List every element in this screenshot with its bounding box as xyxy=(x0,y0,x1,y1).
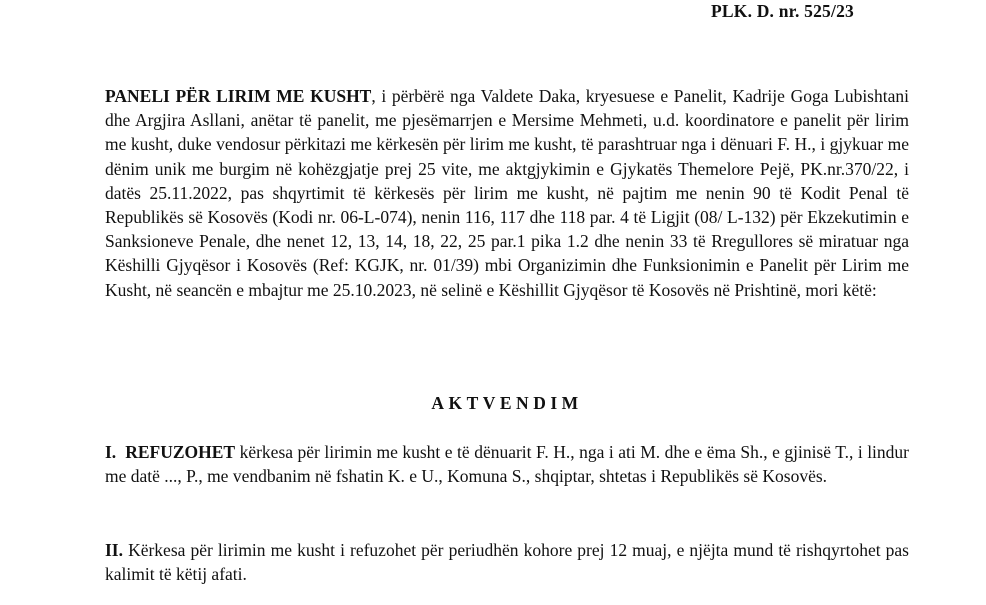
decision-item-1-number: I. xyxy=(105,442,117,462)
decision-item-2 xyxy=(105,538,909,586)
decision-item-2-text: Kërkesa për lirimin me kusht i refuzohet për periudhën kohore prej 12 muaj, e njëjta mund të rishqyrtohet pas kalimit të këtij afati. xyxy=(105,540,909,585)
decision-item-1-verdict: REFUZOHET xyxy=(125,442,236,462)
decision-heading: AKTVENDIM xyxy=(431,393,583,413)
decision-item-1-text: kërkesa për lirimin me kusht e të dënuarit F. H., nga i ati M. dhe e ëma Sh., e gjinisë T., i lindur me datë ..., P., me vendbanim në fshatin K. e U., Komuna S., shqiptar, shtetas i Republikës së Kosovës. xyxy=(105,442,909,487)
intro-text: , i përbërë nga Valdete Daka, kryesuese e Panelit, Kadrije Goga Lubishtani dhe Argjira Asllani, anëtar të panelit, me pjesëmarrjen e Mersime Mehmeti, u.d. koordinatore e panelit për lirim me kusht, duke vendosur përkitazi me kërkesën për lirim me kusht, të parashtruar nga i dënuari F. H., i gjykuar me dënim unik me burgim në kohëzgjatje prej 25 vite, me aktgjykimin e Gjykatës Themelore Pejë, PK.nr.370/22, i datës 25.11.2022, pas shqyrtimit të kërkesës për lirim me kusht, në pajtim me nenin 90 të Kodit Penal të Republikës së Kosovës (Kodi nr. 06-L-074), nenin 116, 117 dhe 118 par. 4 të Ligjit (08/ L-132) për Ekzekutimin e Sanksioneve Penale, dhe nenet 12, 13, 14, 18, 22, 25 par.1 pika 1.2 dhe nenin 33 të Rregullores së miratuar nga Këshilli Gjyqësor i Kosovës (Ref: KGJK, nr. 01/39) mbi Organizimin dhe Funksionimin e Panelit për Lirim me Kusht, në seancën e mbajtur me 25.10.2023, në selinë e Këshillit Gjyqësor të Kosovës në Prishtinë, mori këtë: xyxy=(105,86,909,300)
intro-paragraph xyxy=(105,84,909,302)
decision-item-1 xyxy=(105,440,909,488)
panel-name: PANELI PËR LIRIM ME KUSHT xyxy=(105,86,372,106)
document-reference-number: PLK. D. nr. 525/23 xyxy=(711,1,854,21)
decision-item-2-number: II. xyxy=(105,540,123,560)
